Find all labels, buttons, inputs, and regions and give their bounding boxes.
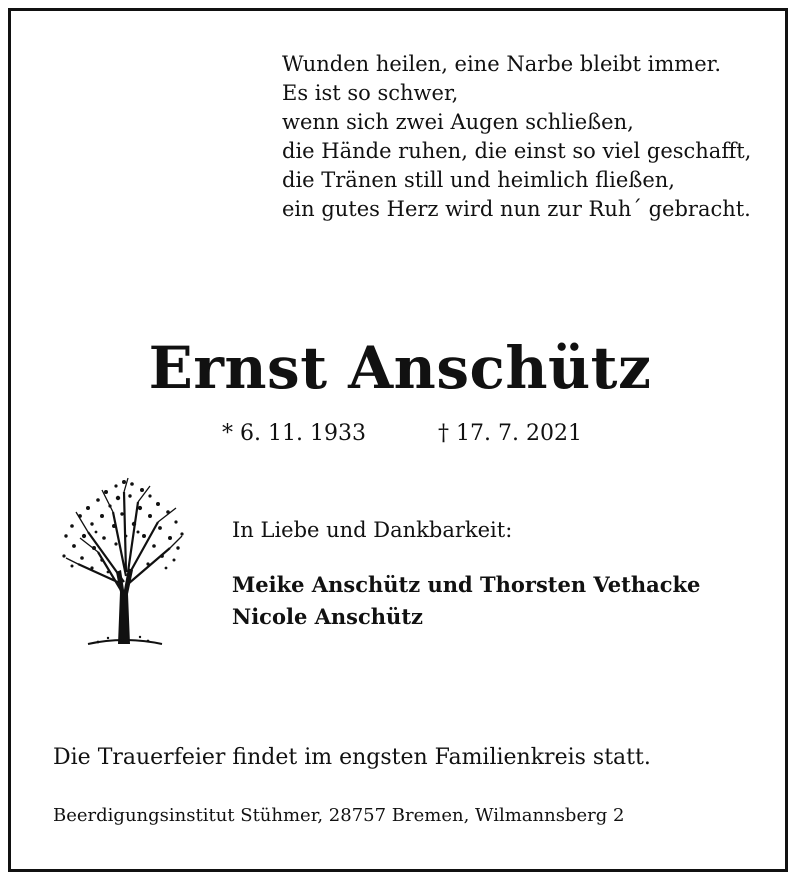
poem-line: ein gutes Herz wird nun zur Ruh´ gebracht. <box>282 197 751 221</box>
poem-line: die Tränen still und heimlich fließen, <box>282 168 675 192</box>
mourner-name: Meike Anschütz und Thorsten Vethacke <box>232 572 701 597</box>
poem-line: die Hände ruhen, die einst so viel geschafft, <box>282 139 752 163</box>
poem <box>282 50 762 224</box>
funeral-note: Die Trauerfeier findet im engsten Familienkreis statt. <box>53 745 651 770</box>
dedication: In Liebe und Dankbarkeit: <box>232 518 513 542</box>
poem-line: Wunden heilen, eine Narbe bleibt immer. <box>282 52 722 76</box>
undertaker-address: Beerdigungsinstitut Stühmer, 28757 Bremen, Wilmannsberg 2 <box>53 805 625 826</box>
poem-line: Es ist so schwer, <box>282 81 459 105</box>
tree-icon <box>58 472 190 652</box>
deceased-name: Ernst Anschütz <box>148 334 652 402</box>
poem-line: wenn sich zwei Augen schließen, <box>282 110 634 134</box>
birth-date: * 6. 11. 1933 <box>222 421 366 446</box>
mourner-name: Nicole Anschütz <box>232 604 423 629</box>
death-date: † 17. 7. 2021 <box>438 421 582 446</box>
mourners-list <box>232 569 700 633</box>
